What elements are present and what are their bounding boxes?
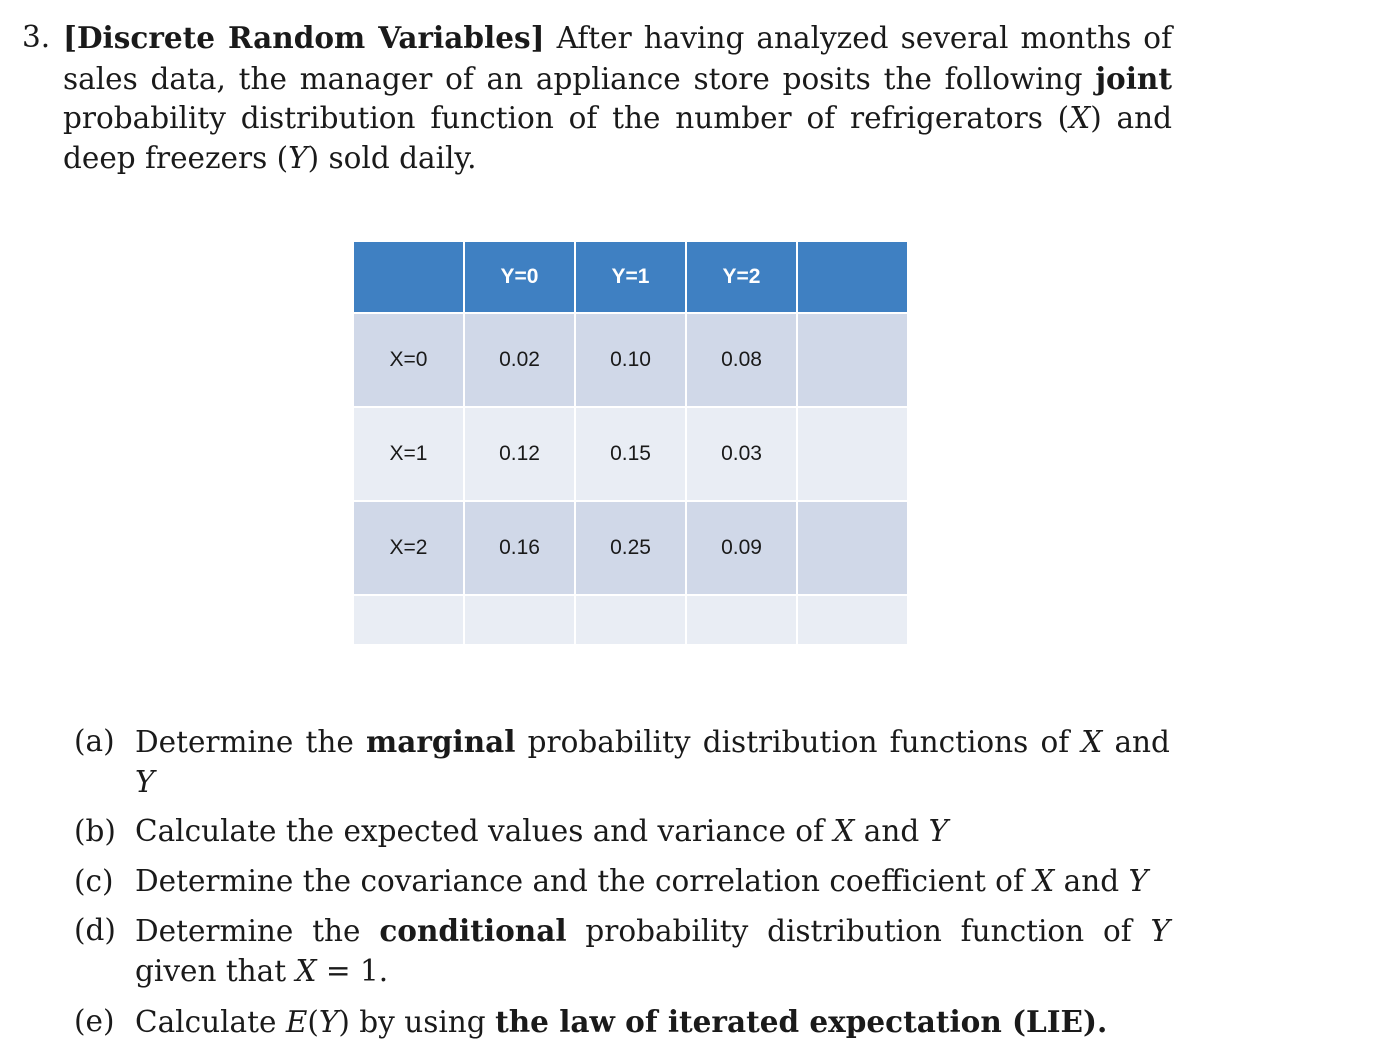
expectation-symbol: E bbox=[285, 1004, 308, 1039]
column-header-empty bbox=[797, 241, 908, 313]
table-cell: 0.08 bbox=[686, 313, 797, 407]
table-row bbox=[353, 313, 908, 407]
question-parts-list bbox=[74, 722, 1170, 1052]
part-text: by using bbox=[359, 1004, 486, 1039]
intro-text-4: ) sold daily. bbox=[307, 140, 477, 175]
row-label-x2: X=2 bbox=[353, 501, 464, 595]
part-d bbox=[74, 911, 1170, 991]
var-x: X bbox=[1081, 725, 1103, 759]
table-row bbox=[353, 407, 908, 501]
table-cell bbox=[575, 595, 686, 645]
part-text: Determine the covariance and the correlation coefficient of bbox=[135, 863, 1024, 898]
table-cell: 0.02 bbox=[464, 313, 575, 407]
table-cell bbox=[686, 595, 797, 645]
part-text: Calculate the expected values and variance of bbox=[135, 814, 824, 849]
var-y: Y bbox=[1128, 863, 1149, 898]
part-a bbox=[74, 722, 1170, 802]
var-x: X bbox=[1033, 863, 1055, 898]
table-cell bbox=[797, 313, 908, 407]
part-text: given that bbox=[135, 953, 287, 988]
table-cell bbox=[797, 595, 908, 645]
problem-statement bbox=[22, 18, 1172, 178]
table-cell bbox=[464, 595, 575, 645]
table-header-row bbox=[353, 241, 908, 313]
part-text: Determine the bbox=[135, 725, 354, 759]
var-y: Y bbox=[1150, 914, 1170, 949]
table-row-empty bbox=[353, 595, 908, 645]
joint-probability-table bbox=[352, 240, 909, 646]
table-cell: 0.10 bbox=[575, 313, 686, 407]
part-label: (d) bbox=[74, 913, 116, 948]
part-text: probability distribution function of bbox=[585, 914, 1132, 949]
var-y: Y bbox=[288, 140, 308, 175]
table-row bbox=[353, 501, 908, 595]
part-label: (a) bbox=[74, 724, 115, 758]
paren: ) bbox=[338, 1004, 350, 1039]
table-cell: 0.15 bbox=[575, 407, 686, 501]
table-cell: 0.09 bbox=[686, 501, 797, 595]
table-corner-cell bbox=[353, 241, 464, 313]
column-header-y0: Y=0 bbox=[464, 241, 575, 313]
column-header-y1: Y=1 bbox=[575, 241, 686, 313]
part-label: (e) bbox=[74, 1003, 115, 1038]
part-label: (b) bbox=[74, 814, 116, 849]
var-x: X bbox=[295, 953, 317, 988]
part-text: Determine the bbox=[135, 914, 361, 949]
part-text: and bbox=[863, 814, 920, 849]
var-y: Y bbox=[318, 1004, 339, 1039]
lie-emphasis: the law of iterated expectation (LIE). bbox=[495, 1003, 1108, 1039]
conditional-emphasis: conditional bbox=[379, 913, 567, 949]
var-x: X bbox=[833, 814, 855, 849]
table-cell: 0.12 bbox=[464, 407, 575, 501]
var-y: Y bbox=[928, 814, 949, 849]
problem-topic: [Discrete Random Variables] bbox=[63, 20, 545, 55]
part-text: probability distribution functions of bbox=[527, 725, 1070, 759]
var-x: X bbox=[1069, 101, 1091, 136]
paren: ( bbox=[307, 1004, 319, 1039]
intro-text-1: After having analyzed several months of sales data, the manager of an appliance store posits the following bbox=[63, 21, 1172, 96]
table-cell: 0.16 bbox=[464, 501, 575, 595]
part-e bbox=[74, 1002, 1170, 1043]
part-text: = 1. bbox=[325, 953, 389, 988]
table-cell bbox=[797, 501, 908, 595]
intro-text-3: ) and deep freezers ( bbox=[63, 101, 1172, 175]
problem-number: 3. bbox=[22, 20, 51, 54]
part-b bbox=[74, 812, 1170, 852]
part-text: Calculate bbox=[135, 1004, 277, 1039]
intro-text-2: probability distribution function of the number of refrigerators ( bbox=[63, 101, 1070, 136]
problem-text bbox=[63, 18, 1172, 178]
marginal-emphasis: marginal bbox=[366, 724, 516, 759]
table-cell: 0.25 bbox=[575, 501, 686, 595]
part-c bbox=[74, 862, 1170, 902]
table-cell bbox=[797, 407, 908, 501]
row-label-x0: X=0 bbox=[353, 313, 464, 407]
column-header-y2: Y=2 bbox=[686, 241, 797, 313]
row-label-x1: X=1 bbox=[353, 407, 464, 501]
var-y: Y bbox=[135, 764, 155, 799]
joint-emphasis: joint bbox=[1095, 60, 1172, 96]
part-text: and bbox=[1114, 725, 1170, 759]
table-cell bbox=[353, 595, 464, 645]
part-text: and bbox=[1063, 863, 1120, 898]
part-label: (c) bbox=[74, 863, 114, 898]
table-cell: 0.03 bbox=[686, 407, 797, 501]
